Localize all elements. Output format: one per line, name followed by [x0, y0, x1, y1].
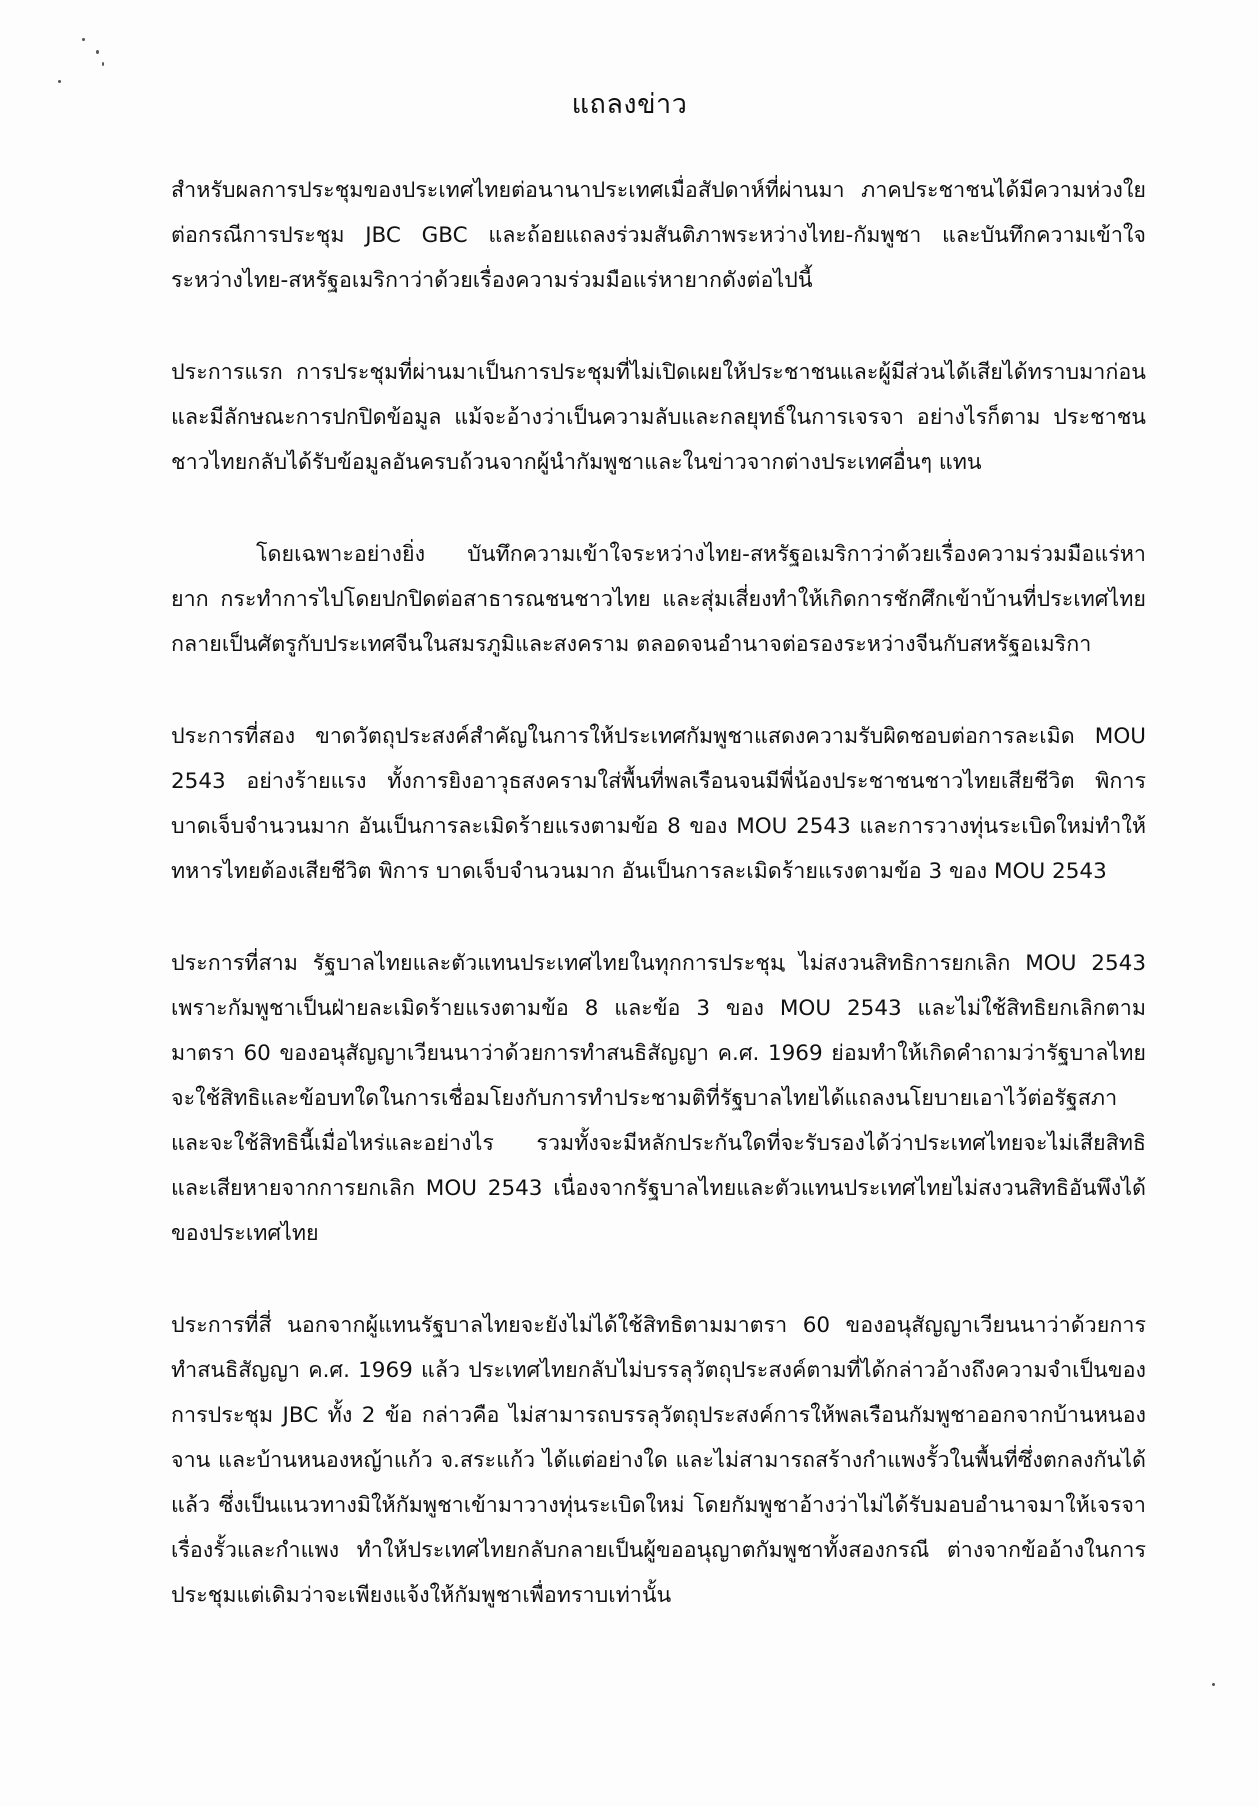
- scan-speck: [102, 62, 104, 66]
- scan-speck: [82, 38, 85, 41]
- document-body: [171, 168, 1146, 1665]
- paragraph-first-point: ประการแรก การประชุมที่ผ่านมาเป็นการประชุมที่ไม่เปิดเผยให้ประชาชนและผู้มีส่วนได้เสียได้ทราบมาก่อน และมีลักษณะการปกปิดข้อมูล แม้จะอ้างว่าเป็นความลับและกลยุทธ์ในการเจรจา อย่างไรก็ตาม ประชาชนชาวไทยกลับได้รับข้อมูลอันครบถ้วนจากผู้นำกัมพูชาและในข่าวจากต่างประเทศอื่นๆ แทน: [171, 360, 1146, 475]
- paragraph-fourth-point: ประการที่สี่ นอกจากผู้แทนรัฐบาลไทยจะยังไม่ได้ใช้สิทธิตามมาตรา 60 ของอนุสัญญาเวียนนาว่าด้วยการทำสนธิสัญญา ค.ศ. 1969 แล้ว ประเทศไทยกลับไม่บรรลุวัตถุประสงค์ตามที่ได้กล่าวอ้างถึงความจำเป็นของการประชุม JBC ทั้ง 2 ข้อ กล่าวคือ ไม่สามารถบรรลุวัตถุประสงค์การให้พลเรือนกัมพูชาออกจากบ้านหนองจาน และบ้านหนองหญ้าแก้ว จ.สระแก้ว ได้แต่อย่างใด และไม่สามารถสร้างกำแพงรั้วในพื้นที่ซึ่งตกลงกันได้แล้ว ซึ่งเป็นแนวทางมิให้กัมพูชาเข้ามาวางทุ่นระเบิดใหม่ โดยกัมพูชาอ้างว่าไม่ได้รับมอบอำนาจมาให้เจรจาเรื่องรั้วและกำแพง ทำให้ประเทศไทยกลับกลายเป็นผู้ขออนุญาตกัมพูชาทั้งสองกรณี ต่างจากข้ออ้างในการประชุมแต่เดิมว่าจะเพียงแจ้งให้กัมพูชาเพื่อทราบเท่านั้น: [171, 1313, 1146, 1608]
- scan-speck: [1212, 1683, 1215, 1686]
- document-title: แถลงข่าว: [571, 89, 688, 120]
- paragraph-intro: สำหรับผลการประชุมของประเทศไทยต่อนานาประเทศเมื่อสัปดาห์ที่ผ่านมา ภาคประชาชนได้มีความห่วงใยต่อกรณีการประชุม JBC GBC และถ้อยแถลงร่วมสันติภาพระหว่างไทย-กัมพูชา และบันทึกความเข้าใจระหว่างไทย-สหรัฐอเมริกาว่าด้วยเรื่องความร่วมมือแร่หายากดังต่อไปนี้: [171, 178, 1146, 293]
- scan-speck: [96, 50, 99, 54]
- paragraph-third-point: ประการที่สาม รัฐบาลไทยและตัวแทนประเทศไทยในทุกการประชุม ไม่สงวนสิทธิการยกเลิก MOU 2543 เพราะกัมพูชาเป็นฝ่ายละเมิดร้ายแรงตามข้อ 8 และข้อ 3 ของ MOU 2543 และไม่ใช้สิทธิยกเลิกตามมาตรา 60 ของอนุสัญญาเวียนนาว่าด้วยการทำสนธิสัญญา ค.ศ. 1969 ย่อมทำให้เกิดคำถามว่ารัฐบาลไทยจะใช้สิทธิและข้อบทใดในการเชื่อมโยงกับการทำประชามติที่รัฐบาลไทยได้แถลงนโยบายเอาไว้ต่อรัฐสภา และจะใช้สิทธินี้เมื่อไหร่และอย่างไร รวมทั้งจะมีหลักประกันใดที่จะรับรองได้ว่าประเทศไทยจะไม่เสียสิทธิและเสียหายจากการยกเลิก MOU 2543 เนื่องจากรัฐบาลไทยและตัวแทนประเทศไทยไม่สงวนสิทธิอันพึงได้ของประเทศไทย: [171, 951, 1146, 1246]
- paragraph-first-point-detail: โดยเฉพาะอย่างยิ่ง บันทึกความเข้าใจระหว่างไทย-สหรัฐอเมริกาว่าด้วยเรื่องความร่วมมือแร่หายาก กระทำการไปโดยปกปิดต่อสาธารณชนชาวไทย และสุ่มเสี่ยงทำให้เกิดการชักศึกเข้าบ้านที่ประเทศไทยกลายเป็นศัตรูกับประเทศจีนในสมรภูมิและสงคราม ตลอดจนอำนาจต่อรองระหว่างจีนกับสหรัฐอเมริกา: [171, 542, 1146, 657]
- paragraph-second-point: ประการที่สอง ขาดวัตถุประสงค์สำคัญในการให้ประเทศกัมพูชาแสดงความรับผิดชอบต่อการละเมิด MOU 2543 อย่างร้ายแรง ทั้งการยิงอาวุธสงครามใส่พื้นที่พลเรือนจนมีพี่น้องประชาชนชาวไทยเสียชีวิต พิการ บาดเจ็บจำนวนมาก อันเป็นการละเมิดร้ายแรงตามข้อ 8 ของ MOU 2543 และการวางทุ่นระเบิดใหม่ทำให้ทหารไทยต้องเสียชีวิต พิการ บาดเจ็บจำนวนมาก อันเป็นการละเมิดร้ายแรงตามข้อ 3 ของ MOU 2543: [171, 724, 1146, 884]
